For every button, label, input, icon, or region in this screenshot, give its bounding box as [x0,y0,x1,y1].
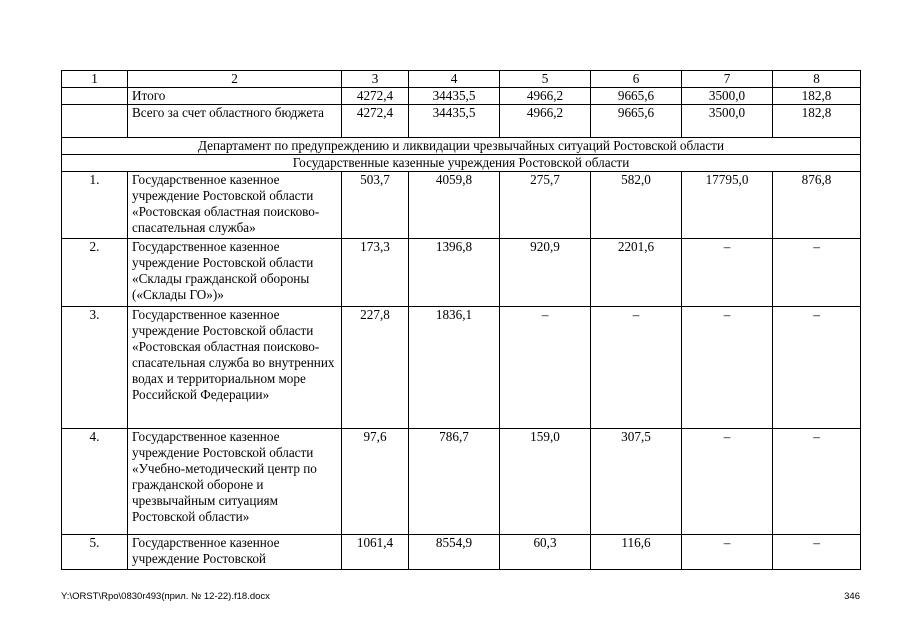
cell-value: 227,8 [342,307,409,429]
cell-value: 1836,1 [409,307,500,429]
table-row [62,307,861,429]
cell-value: 159,0 [500,429,591,535]
section-heading-row [62,155,861,172]
column-number: 3 [342,71,409,88]
row-name: Государственное казенное учреждение Ростовской [128,535,342,570]
column-number: 2 [128,71,342,88]
page-number: 346 [844,591,860,602]
column-number-row [62,71,861,88]
regional-budget-row [62,105,861,138]
document-file-path: Y:\ORST\Rpo\0830r493(прил. № 12-22).f18.docx [61,591,270,602]
column-number: 8 [773,71,861,88]
cell-value: 4059,8 [409,172,500,239]
cell-value: 9665,6 [591,88,682,105]
section-title: Государственные казенные учреждения Ростовской области [62,155,861,172]
table-row [62,172,861,239]
column-number: 1 [62,71,128,88]
cell-value: 4272,4 [342,88,409,105]
cell-value: 173,3 [342,239,409,307]
cell-value: – [682,239,773,307]
cell-value: 1061,4 [342,535,409,570]
cell-value: 34435,5 [409,88,500,105]
row-number: 5. [62,535,128,570]
row-number: 2. [62,239,128,307]
budget-table [61,70,861,570]
cell-value: 34435,5 [409,105,500,138]
cell-value: – [773,239,861,307]
department-title: Департамент по предупреждению и ликвидации чрезвычайных ситуаций Ростовской области [62,138,861,155]
cell-value: – [500,307,591,429]
cell-value: 9665,6 [591,105,682,138]
column-number: 5 [500,71,591,88]
table-row [62,535,861,570]
column-number: 7 [682,71,773,88]
table-row [62,429,861,535]
row-number: 3. [62,307,128,429]
cell-value: – [591,307,682,429]
cell-value: 8554,9 [409,535,500,570]
cell-value: 503,7 [342,172,409,239]
cell-value: 4272,4 [342,105,409,138]
cell-value: 4966,2 [500,105,591,138]
cell-value: 876,8 [773,172,861,239]
cell-value: 582,0 [591,172,682,239]
cell-value: 4966,2 [500,88,591,105]
cell-value: 116,6 [591,535,682,570]
row-name: Государственное казенное учреждение Ростовской области «Ростовская областная поисково-спасательная служба во внутренних водах и территориальном море Российской Федерации» [128,307,342,429]
department-heading-row [62,138,861,155]
cell-value: 920,9 [500,239,591,307]
row-number: 1. [62,172,128,239]
cell-value: 3500,0 [682,105,773,138]
cell-value: – [682,307,773,429]
cell-value: 60,3 [500,535,591,570]
row-number [62,88,128,105]
cell-value: – [682,429,773,535]
cell-value: – [682,535,773,570]
cell-value: – [773,535,861,570]
row-number [62,105,128,138]
row-name: Всего за счет областного бюджета [128,105,342,138]
table-row [62,239,861,307]
cell-value: 786,7 [409,429,500,535]
total-row [62,88,861,105]
cell-value: 1396,8 [409,239,500,307]
column-number: 6 [591,71,682,88]
cell-value: 3500,0 [682,88,773,105]
row-name: Государственное казенное учреждение Ростовской области «Учебно-методический центр по гражданской обороне и чрезвычайным ситуациям Ростовской области» [128,429,342,535]
cell-value: – [773,429,861,535]
cell-value: 182,8 [773,105,861,138]
cell-value: 97,6 [342,429,409,535]
cell-value: – [773,307,861,429]
row-name: Итого [128,88,342,105]
row-name: Государственное казенное учреждение Ростовской области «Ростовская областная поисково-спасательная служба» [128,172,342,239]
cell-value: 182,8 [773,88,861,105]
row-number: 4. [62,429,128,535]
column-number: 4 [409,71,500,88]
cell-value: 275,7 [500,172,591,239]
cell-value: 17795,0 [682,172,773,239]
cell-value: 2201,6 [591,239,682,307]
row-name: Государственное казенное учреждение Ростовской области «Склады гражданской обороны («Склады ГО»)» [128,239,342,307]
cell-value: 307,5 [591,429,682,535]
